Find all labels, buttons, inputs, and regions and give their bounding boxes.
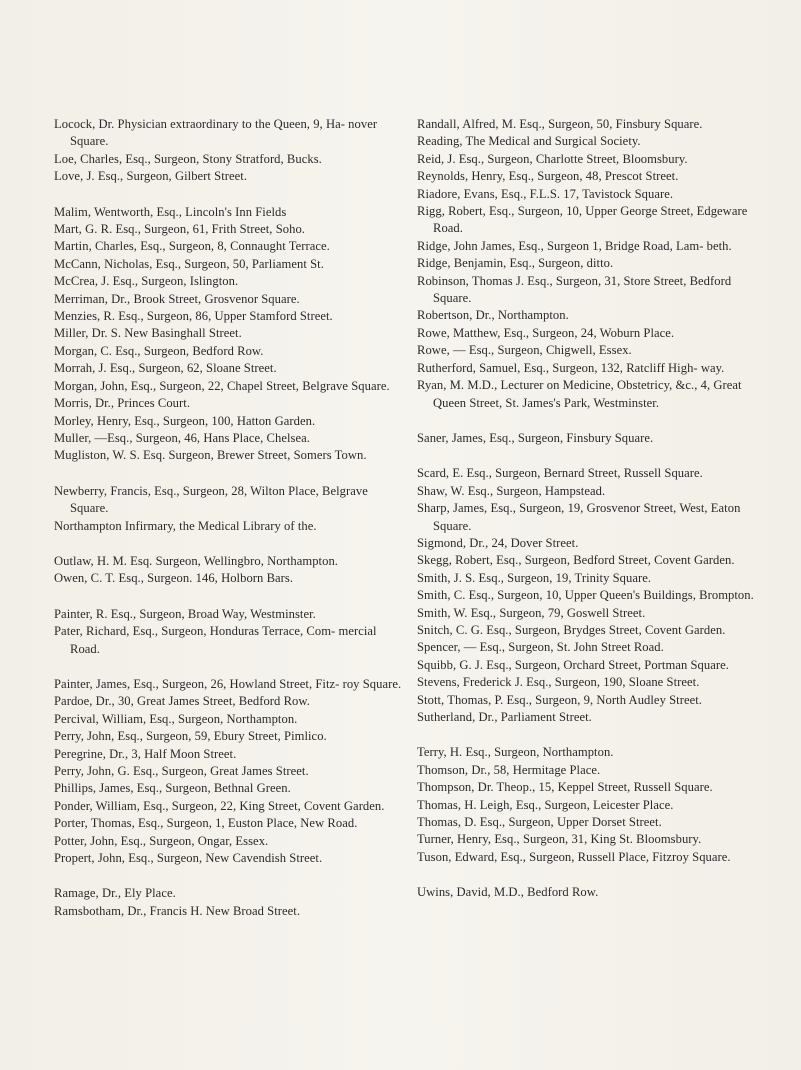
directory-entry: Sigmond, Dr., 24, Dover Street. xyxy=(417,535,579,550)
directory-entry: Shaw, W. Esq., Surgeon, Hampstead. xyxy=(417,483,606,498)
entry-group xyxy=(54,676,406,867)
directory-entry: Squibb, G. J. Esq., Surgeon, Orchard Street, Portman Square. xyxy=(417,657,729,672)
entry-group xyxy=(54,483,406,535)
directory-entry: Uwins, David, M.D., Bedford Row. xyxy=(417,885,599,900)
directory-entry: Ramage, Dr., Ely Place. xyxy=(54,886,176,901)
directory-entry: Ridge, John James, Esq., Surgeon 1, Bridge Road, Lam- beth. xyxy=(417,238,732,253)
directory-entry: Reading, The Medical and Surgical Society. xyxy=(417,134,641,149)
directory-entry: Porter, Thomas, Esq., Surgeon, 1, Euston Place, New Road. xyxy=(54,816,358,831)
directory-entry: Phillips, James, Esq., Surgeon, Bethnal Green. xyxy=(54,781,291,796)
directory-entry: Perry, John, Esq., Surgeon, 59, Ebury Street, Pimlico. xyxy=(54,729,327,744)
directory-entry: Reynolds, Henry, Esq., Surgeon, 48, Prescot Street. xyxy=(417,169,679,184)
directory-entry: Terry, H. Esq., Surgeon, Northampton. xyxy=(417,745,614,760)
entry-group xyxy=(54,116,406,186)
entry-group xyxy=(417,116,769,412)
directory-entry: Tuson, Edward, Esq., Surgeon, Russell Place, Fitzroy Square. xyxy=(417,849,731,864)
entry-group xyxy=(417,465,769,726)
directory-entry: Smith, W. Esq., Surgeon, 79, Goswell Street. xyxy=(417,605,646,620)
directory-entry: Muller, —Esq., Surgeon, 46, Hans Place, Chelsea. xyxy=(54,430,310,445)
directory-entry: Malim, Wentworth, Esq., Lincoln's Inn Fields xyxy=(54,204,287,219)
directory-entry: Skegg, Robert, Esq., Surgeon, Bedford Street, Covent Garden. xyxy=(417,553,735,568)
directory-entry: Morris, Dr., Princes Court. xyxy=(54,396,191,411)
directory-entry: Thomas, D. Esq., Surgeon, Upper Dorset Street. xyxy=(417,815,662,830)
directory-entry: Smith, J. S. Esq., Surgeon, 19, Trinity Square. xyxy=(417,570,652,585)
directory-entry: Perry, John, G. Esq., Surgeon, Great James Street. xyxy=(54,764,309,778)
directory-entry: Thomson, Dr., 58, Hermitage Place. xyxy=(417,762,601,777)
directory-entry: Sutherland, Dr., Parliament Street. xyxy=(417,710,592,724)
directory-entry: McCrea, J. Esq., Surgeon, Islington. xyxy=(54,274,239,289)
directory-entry: Scard, E. Esq., Surgeon, Bernard Street, Russell Square. xyxy=(417,466,703,481)
directory-entry: Riadore, Evans, Esq., F.L.S. 17, Tavistock Square. xyxy=(417,186,674,201)
left-column xyxy=(54,116,406,938)
directory-entry: Potter, John, Esq., Surgeon, Ongar, Essex. xyxy=(54,833,269,848)
directory-entry: Morrah, J. Esq., Surgeon, 62, Sloane Street. xyxy=(54,361,277,376)
directory-entry: Ramsbotham, Dr., Francis H. New Broad Street. xyxy=(54,903,301,918)
directory-entry: Menzies, R. Esq., Surgeon, 86, Upper Stamford Street. xyxy=(54,309,333,324)
directory-entry: Outlaw, H. M. Esq. Surgeon, Wellingbro, Northampton. xyxy=(54,553,338,568)
directory-entry: Robinson, Thomas J. Esq., Surgeon, 31, Store Street, Bedford Square. xyxy=(417,273,732,306)
entry-group xyxy=(54,204,406,465)
directory-entry: Newberry, Francis, Esq., Surgeon, 28, Wilton Place, Belgrave Square. xyxy=(54,483,368,516)
directory-entry: Rowe, — Esq., Surgeon, Chigwell, Essex. xyxy=(417,343,632,358)
directory-entry: Merriman, Dr., Brook Street, Grosvenor Square. xyxy=(54,291,300,306)
directory-entry: Ridge, Benjamin, Esq., Surgeon, ditto. xyxy=(417,256,614,271)
directory-entry: McCann, Nicholas, Esq., Surgeon, 50, Parliament St. xyxy=(54,256,324,271)
directory-entry: Morgan, C. Esq., Surgeon, Bedford Row. xyxy=(54,343,264,358)
directory-entry: Sharp, James, Esq., Surgeon, 19, Grosvenor Street, West, Eaton Square. xyxy=(417,501,741,533)
directory-entry: Northampton Infirmary, the Medical Library of the. xyxy=(54,518,317,533)
directory-entry: Miller, Dr. S. New Basinghall Street. xyxy=(54,326,242,341)
entry-group xyxy=(417,744,769,866)
directory-entry: Pardoe, Dr., 30, Great James Street, Bedford Row. xyxy=(54,694,310,709)
entry-group xyxy=(54,606,406,658)
directory-entry: Martin, Charles, Esq., Surgeon, 8, Connaught Terrace. xyxy=(54,239,330,254)
directory-entry: Reid, J. Esq., Surgeon, Charlotte Street, Bloomsbury. xyxy=(417,151,688,166)
directory-entry: Rigg, Robert, Esq., Surgeon, 10, Upper George Street, Edgeware Road. xyxy=(417,204,748,236)
directory-entry: Owen, C. T. Esq., Surgeon. 146, Holborn Bars. xyxy=(54,571,294,586)
directory-entry: Mugliston, W. S. Esq. Surgeon, Brewer Street, Somers Town. xyxy=(54,448,367,463)
directory-entry: Painter, James, Esq., Surgeon, 26, Howland Street, Fitz- roy Square. xyxy=(54,676,402,691)
directory-entry: Painter, R. Esq., Surgeon, Broad Way, Westminster. xyxy=(54,606,316,621)
directory-entry: Smith, C. Esq., Surgeon, 10, Upper Queen's Buildings, Brompton. xyxy=(417,588,754,603)
directory-entry: Saner, James, Esq., Surgeon, Finsbury Square. xyxy=(417,430,654,445)
directory-entry: Turner, Henry, Esq., Surgeon, 31, King St. Bloomsbury. xyxy=(417,832,702,847)
directory-entry: Spencer, — Esq., Surgeon, St. John Street Road. xyxy=(417,640,664,655)
entry-group xyxy=(417,430,769,447)
directory-entry: Locock, Dr. Physician extraordinary to the Queen, 9, Ha- nover Square. xyxy=(54,117,378,149)
directory-entry: Rowe, Matthew, Esq., Surgeon, 24, Woburn Place. xyxy=(417,325,675,340)
directory-entry: Thompson, Dr. Theop., 15, Keppel Street, Russell Square. xyxy=(417,780,713,795)
directory-entry: Ponder, William, Esq., Surgeon, 22, King Street, Covent Garden. xyxy=(54,798,385,813)
directory-entry: Randall, Alfred, M. Esq., Surgeon, 50, Finsbury Square. xyxy=(417,117,703,131)
directory-entry: Ryan, M. M.D., Lecturer on Medicine, Obstetricy, &c., 4, Great Queen Street, St. James's Park, Westminster. xyxy=(417,378,742,410)
directory-entry: Stott, Thomas, P. Esq., Surgeon, 9, North Audley Street. xyxy=(417,692,702,707)
directory-entry: Stevens, Frederick J. Esq., Surgeon, 190, Sloane Street. xyxy=(417,675,700,690)
directory-entry: Morley, Henry, Esq., Surgeon, 100, Hatton Garden. xyxy=(54,413,316,428)
entry-group xyxy=(417,884,769,901)
directory-entry: Peregrine, Dr., 3, Half Moon Street. xyxy=(54,746,237,761)
directory-entry: Mart, G. R. Esq., Surgeon, 61, Frith Street, Soho. xyxy=(54,222,305,237)
right-column xyxy=(417,116,769,920)
directory-entry: Morgan, John, Esq., Surgeon, 22, Chapel Street, Belgrave Square. xyxy=(54,378,390,393)
entry-group xyxy=(54,885,406,920)
directory-entry: Propert, John, Esq., Surgeon, New Cavendish Street. xyxy=(54,851,323,866)
directory-entry: Pater, Richard, Esq., Surgeon, Honduras Terrace, Com- mercial Road. xyxy=(54,624,377,656)
directory-entry: Thomas, H. Leigh, Esq., Surgeon, Leicester Place. xyxy=(417,797,674,812)
directory-entry: Robertson, Dr., Northampton. xyxy=(417,308,569,323)
directory-entry: Rutherford, Samuel, Esq., Surgeon, 132, Ratcliff High- way. xyxy=(417,360,725,375)
directory-entry: Snitch, C. G. Esq., Surgeon, Brydges Street, Covent Garden. xyxy=(417,622,726,637)
entry-group xyxy=(54,553,406,588)
directory-entry: Love, J. Esq., Surgeon, Gilbert Street. xyxy=(54,169,248,184)
directory-entry: Percival, William, Esq., Surgeon, Northampton. xyxy=(54,711,298,726)
directory-entry: Loe, Charles, Esq., Surgeon, Stony Stratford, Bucks. xyxy=(54,151,322,166)
